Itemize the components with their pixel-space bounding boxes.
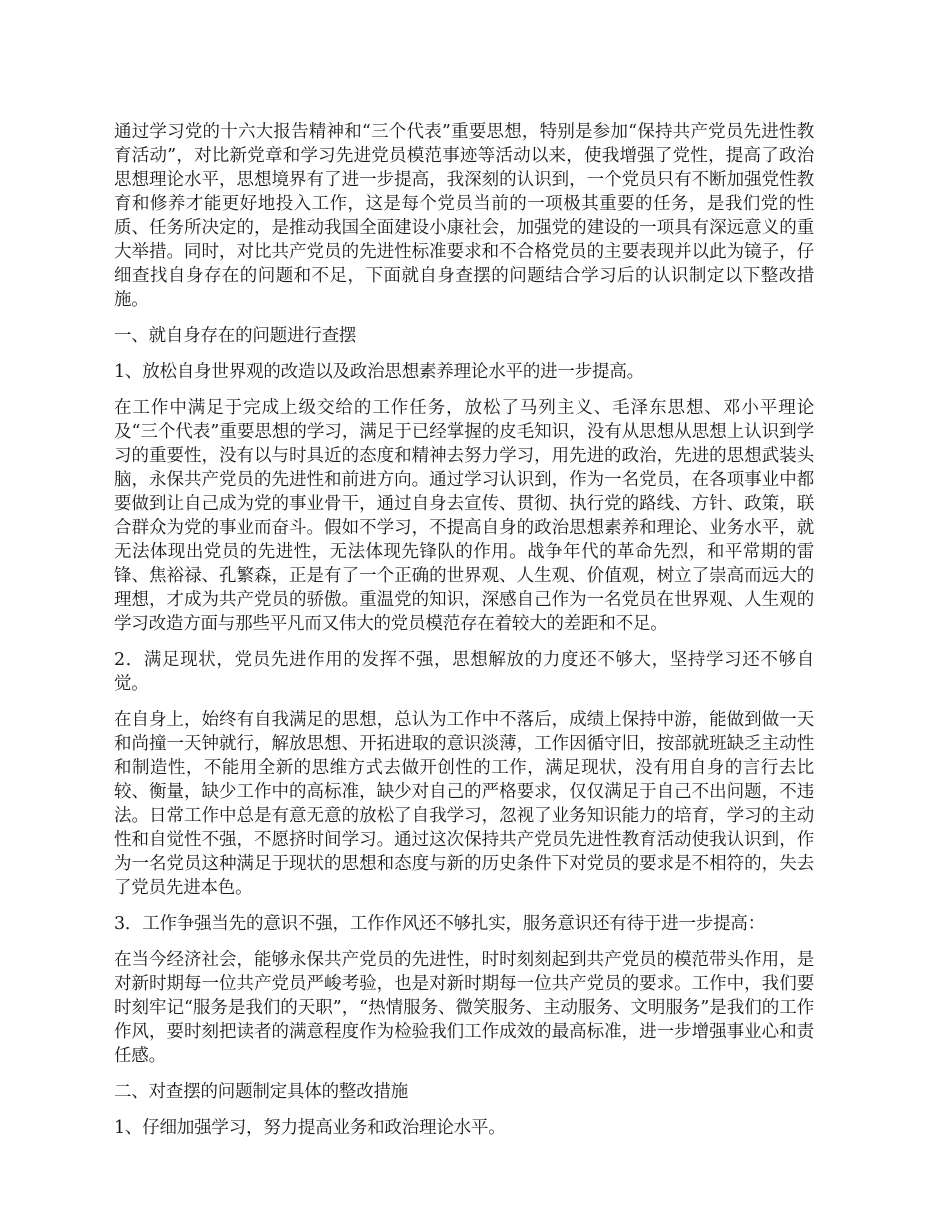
- subheading-1-1: 1、放松自身世界观的改造以及政治思想素养理论水平的进一步提高。: [114, 362, 644, 382]
- document-body: [114, 120, 814, 1152]
- subheading-1-3: 3．工作争强当先的意识不强，工作作风还不够扎实，服务意识还有待于进一步提高：: [114, 914, 766, 934]
- subheading-2-1: 1、仔细加强学习，努力提高业务和政治理论水平。: [114, 1118, 506, 1138]
- body-paragraph-1-2: 在自身上，始终有自我满足的思想，总认为工作中不落后，成绩上保持中游，能做到做一天和尚撞一天钟就行，解放思想、开拓进取的意识淡薄，工作因循守旧，按部就班缺乏主动性和制造性，不能用全新的思维方式去做开创性的工作，满足现状，没有用自身的言行去比较、衡量，缺少工作中的高标准，缺少对自己的严格要求，仅仅满足于自己不出问题，不违法。日常工作中总是有意无意的放松了自我学习，忽视了业务知识能力的培育，学习的主动性和自觉性不强，不愿挤时间学习。通过这次保持共产党员先进性教育活动使我认识到，作为一名党员这种满足于现状的思想和态度与新的历史条件下对党员的要求是不相符的，失去了党员先进本色。: [114, 710, 814, 898]
- subheading-1-2: 2．满足现状，党员先进作用的发挥不强，思想解放的力度还不够大，坚持学习还不够自觉。: [114, 650, 814, 694]
- section-heading-2: 二、对查摆的问题制定具体的整改措施: [114, 1082, 409, 1102]
- body-paragraph-1-1: 在工作中满足于完成上级交给的工作任务，放松了马列主义、毛泽东思想、邓小平理论及“三个代表”重要思想的学习，满足于已经掌握的皮毛知识，没有从思想从思想上认识到学习的重要性，没有以与时具近的态度和精神去努力学习，用先进的政治，先进的思想武装头脑，永保共产党员的先进性和前进方向。通过学习认识到，作为一名党员，在各项事业中都要做到让自己成为党的事业骨干，通过自身去宣传、贯彻、执行党的路线、方针、政策，联合群众为党的事业而奋斗。假如不学习，不提高自身的政治思想素养和理论、业务水平，就无法体现出党员的先进性，无法体现先锋队的作用。战争年代的革命先烈，和平常期的雷锋、焦裕禄、孔繁森，正是有了一个正确的世界观、人生观、价值观，树立了崇高而远大的理想，才成为共产党员的骄傲。重温党的知识，深感自己作为一名党员在世界观、人生观的学习改造方面与那些平凡而又伟大的党员模范存在着较大的差距和不足。: [114, 398, 814, 634]
- intro-paragraph: 通过学习党的十六大报告精神和“三个代表”重要思想，特别是参加“保持共产党员先进性教育活动”，对比新党章和学习先进党员模范事迹等活动以来，使我增强了党性，提高了政治思想理论水平，思想境界有了进一步提高，我深刻的认识到，一个党员只有不断加强党性教育和修养才能更好地投入工作，这是每个党员当前的一项极其重要的任务，是我们党的性质、任务所决定的，是推动我国全面建设小康社会，加强党的建设的一项具有深远意义的重大举措。同时，对比共产党员的先进性标准要求和不合格党员的主要表现并以此为镜子，仔细查找自身存在的问题和不足，下面就自身查摆的问题结合学习后的认识制定以下整改措施。: [114, 122, 814, 310]
- section-heading-1: 一、就自身存在的问题进行查摆: [114, 326, 357, 346]
- body-paragraph-1-3: 在当今经济社会，能够永保共产党员的先进性，时时刻刻起到共产党员的模范带头作用，是对新时期每一位共产党员严峻考验，也是对新时期每一位共产党员的要求。工作中，我们要时刻牢记“服务是我们的天职”，“热情服务、微笑服务、主动服务、文明服务”是我们的工作作风，要时刻把读者的满意程度作为检验我们工作成效的最高标准，进一步增强事业心和责任感。: [114, 950, 814, 1066]
